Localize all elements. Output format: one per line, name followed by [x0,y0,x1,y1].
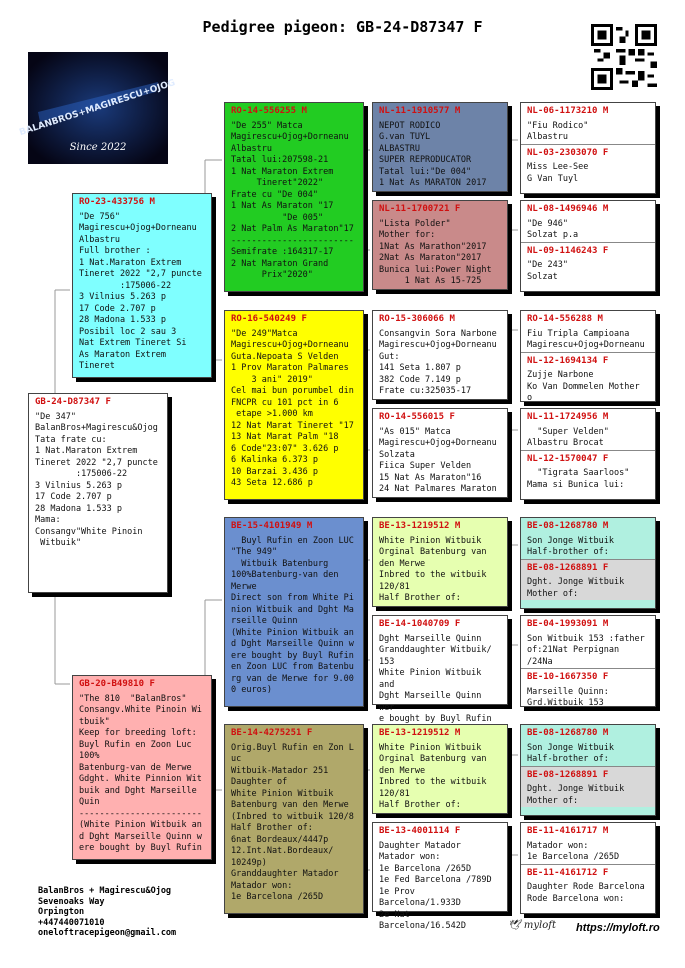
sire-sire-card[interactable] [224,102,364,292]
ring-number: BE-11-4161717 M [527,826,609,836]
ss-dam-card[interactable] [372,200,508,290]
card-details: Fiu Tripla Campioana Magirescu+Ojog+Dorneanu [527,328,645,350]
ring-number: NL-11-1910577 M [379,106,461,116]
card-details: Daughter Rode Barcelona Rode Barcelona won: [527,882,645,904]
ring-number: BE-08-1268891 F [527,769,609,780]
ring-number: NL-11-1700721 F [379,204,461,214]
gen4-pair-6[interactable] [520,615,656,707]
ring-number: BE-11-4161712 F [527,867,609,878]
card-details: Buyl Rufin en Zoon LUC "The 949" Witbuik Batenburg 100%Batenburg-van den Merwe Direct son from White Pi nion Witbuik and Dght Ma rseille Quinn (White Pinion Witbuik an d Dght Marseille Quinn w ere bought by Buyl Rufin en Zoon LUC from Batenbu rg van de Merwe for 9.00 0 euros) [231,535,354,695]
card-details: Zujje Narbone Ko Van Dommelen Mother o [527,370,640,403]
card-details: Daughter Matador Matador won: 1e Barcelona /265D 1e Fed Barcelona /789D 1e Prov Barcelona/1.933D 2e Nat Barcelona/16.542D [379,840,492,931]
ring-number: RO-16-540249 F [231,314,307,324]
sd-sire-card[interactable] [372,310,508,400]
ring-number: GB-24-D87347 F [35,397,111,407]
card-details: "Fiu Rodico" Albastru [527,120,589,142]
ring-number: NL-12-1694134 F [527,355,609,366]
ring-number: BE-14-4275251 F [231,728,313,738]
gen4-pair-3[interactable] [520,310,656,402]
ring-number: BE-08-1268780 M [527,521,609,531]
card-details: "Lista Polder" Mother for: 1Nat As Marathon"2017 2Nat As Maraton"2017 Bunica lui:Power Night 1 Nat As 15-725 [379,218,492,286]
dam-card[interactable] [72,675,212,860]
card-details: "The 810 "BalanBros" Consangv.White Pinoin Wi tbuik" Keep for breeding loft: Buyl Rufin en Zoon Luc 100% Batenburg-van de Merwe Gdght. White Pinnion Wit buik and Dght Marseille Quin ------------------------ (White Pinion Witbuik an d Dght Marseille Quinn w ere bought by Buyl Rufin [79,693,202,853]
gen4-pair-2[interactable] [520,200,656,292]
pigeon-icon: 🕊 [508,920,521,931]
svg-text:Since 2022: Since 2022 [69,142,127,153]
card-details: Orig.Buyl Rufin en Zon L uc Witbuik-Matador 251 Daughter of White Pinion Witbuik Batenburg van den Merwe (Inbred to witbuik 120/8 Half Brother of: 6nat Bordeaux/4447p 12.Int.Nat.Bordeaux/ 10249p) Granddaughter Matador Matador won: 1e Barcelona /265D [231,742,354,902]
card-details: "As 015" Matca Magirescu+Ojog+Dorneanu Solzata Fiica Super Velden 15 Nat As Maraton"16 24 Nat Palmares Maraton [379,426,497,494]
card-details: Dght. Jonge Witbuik Mother of: [527,784,625,806]
ring-number: NL-09-1146243 F [527,245,609,256]
ring-number: NL-11-1724956 M [527,412,609,422]
gen4-dam [521,559,655,601]
ring-number: NL-06-1173210 M [527,106,609,116]
ring-number: RO-15-306066 M [379,314,455,324]
card-details: "Super Velden" Albastru Brocat [527,426,609,448]
card-details: NEPOT RODICO G.van TUYL ALBASTRU SUPER REPRODUCATOR Tatal lui:"De 004" 1 Nat As MARATON 2017 [379,120,487,188]
card-details: "De 946" Solzat p.a [527,218,579,240]
card-details: "De 243" Solzat [527,260,568,282]
card-details: Dght. Jonge Witbuik Mother of: [527,577,625,599]
card-details: Son Jonge Witbuik Half-brother of: [527,535,614,557]
gen4-dam [521,668,655,710]
ring-number: BE-08-1268780 M [527,728,609,738]
ring-number: BE-13-1219512 M [379,728,461,738]
gen4-dam [521,766,655,808]
ring-number: NL-03-2303070 F [527,147,609,158]
gen4-pair-7[interactable] [520,724,656,816]
myloft-brand: 🕊 myloft [508,920,556,931]
card-details: "De 347" BalanBros+Magirescu&Ojog Tata frate cu: 1 Nat.Maraton Extrem Tineret 2022 "2,7 puncte :175006-22 3 Vilnius 5.263 p 17 Code 2.707 p 28 Madona 1.533 p Mama: Consangv"White Pinoin Witbuik" [35,411,158,548]
card-details: "Tigrata Saarloos" Mama si Bunica lui: [527,468,630,490]
card-details: Matador won: 1e Barcelona /265D [527,840,620,862]
ring-number: BE-13-4001114 F [379,826,461,836]
ring-number: BE-08-1268891 F [527,562,609,573]
ring-number: BE-13-1219512 M [379,521,461,531]
card-details: White Pinion Witbuik Orginal Batenburg van den Merwe Inbred to the witbuik 120/81 Half Brother of: [379,742,487,810]
gen4-pair-8[interactable] [520,822,656,914]
ring-number: BE-10-1667350 F [527,672,609,682]
owner-contact: BalanBros + Magirescu&Ojog Sevenoaks Way Orpington +447440071010 oneloftracepigeon@gmail.com [38,886,177,938]
card-details: Marseille Quinn: Grd.Witbuik 153 [527,686,609,708]
card-details: Son Witbuik 153 :father of:21Nat Perpignan /24Na [527,633,645,667]
ring-number: NL-12-1570047 F [527,453,609,464]
sd-dam-card[interactable] [372,408,508,498]
gen4-dam [521,144,655,186]
subject-card[interactable] [28,393,168,593]
ring-number: BE-14-1040709 F [379,619,461,629]
card-details: Consangvin Sora Narbone Magirescu+Ojog+Dorneanu Gut: 141 Seta 1.807 p 382 Code 7.149 p Frate cu:325035-17 [379,328,497,396]
sire-dam-card[interactable] [224,310,364,500]
dam-dam-card[interactable] [224,724,364,914]
sire-card[interactable] [72,193,212,378]
svg-text:BALANBROS+MAGIRESCU+OJOG: BALANBROS+MAGIRESCU+OJOG [18,78,177,139]
card-details: "De 249"Matca Magirescu+Ojog+Dorneanu Guta.Nepoata S Velden 1 Prov Maraton Palmares 3 ani" 2019" Cel mai bun porumbel din FNCPR cu 101 pct in 6 etape >1.000 km 12 Nat Marat Tineret "17 13 Nat Marat Palm "18 6 Code"23:07" 3.626 p 6 Kalinka 6.373 p 10 Barzai 3.436 p 43 Seta 12.686 p [231,328,354,488]
card-details: Son Jonge Witbuik Half-brother of: [527,742,614,764]
ds-dam-card[interactable] [372,615,508,724]
gen4-pair-1[interactable] [520,102,656,194]
card-details: Miss Lee-See G Van Tuyl [527,162,589,184]
dam-sire-card[interactable] [224,517,364,707]
ring-number: NL-08-1496946 M [527,204,609,214]
card-details: Dght Marseille Quinn Granddaughter Witbuik/ 153 White Pinion Witbuik and Dght Marseille Quinn wer e bought by Buyl Rufin [379,633,492,724]
gen4-pair-4[interactable] [520,408,656,500]
dd-sire-card[interactable] [372,724,508,814]
ring-number: RO-14-556288 M [527,314,603,324]
ring-number: BE-04-1993091 M [527,619,609,629]
ss-sire-card[interactable] [372,102,508,192]
ring-number: GB-20-B49810 F [79,679,155,689]
gen4-dam [521,450,655,492]
ring-number: BE-15-4101949 M [231,521,313,531]
gen4-pair-5[interactable] [520,517,656,609]
gen4-dam [521,352,655,405]
page-title: Pedigree pigeon: GB-24-D87347 F [202,18,483,36]
ring-number: RO-23-433756 M [79,197,155,207]
gen4-dam [521,864,655,906]
card-details: "De 255" Matca Magirescu+Ojog+Dorneanu Albastru Tatal lui:207598-21 1 Nat Maraton Extrem Tineret"2022" Frate cu "De 004" 1 Nat As Maraton "17 "De 005" 2 Nat Palm As Maraton"17 ------------------------ Semifrate :164317-17 2 Nat Maraton Grand Prix"2020" [231,120,354,280]
card-details: White Pinion Witbuik Orginal Batenburg van den Merwe Inbred to the witbuik 120/81 Half Brother of: [379,535,487,603]
dd-dam-card[interactable] [372,822,508,931]
ds-sire-card[interactable] [372,517,508,607]
ring-number: RO-14-556015 F [379,412,455,422]
ring-number: RO-14-556255 M [231,106,307,116]
website-link[interactable]: https://myloft.ro [576,922,660,934]
gen4-dam [521,242,655,284]
card-details: "De 756" Magirescu+Ojog+Dorneanu Albastru Full brother : 1 Nat.Maraton Extrem Tineret 2022 "2,7 puncte :175006-22 3 Vilnius 5.263 p 17 Code 2.707 p 28 Madona 1.533 p Posibil loc 2 sau 3 Nat Extrem Tineret Si As Maraton Extrem Tineret [79,211,202,371]
